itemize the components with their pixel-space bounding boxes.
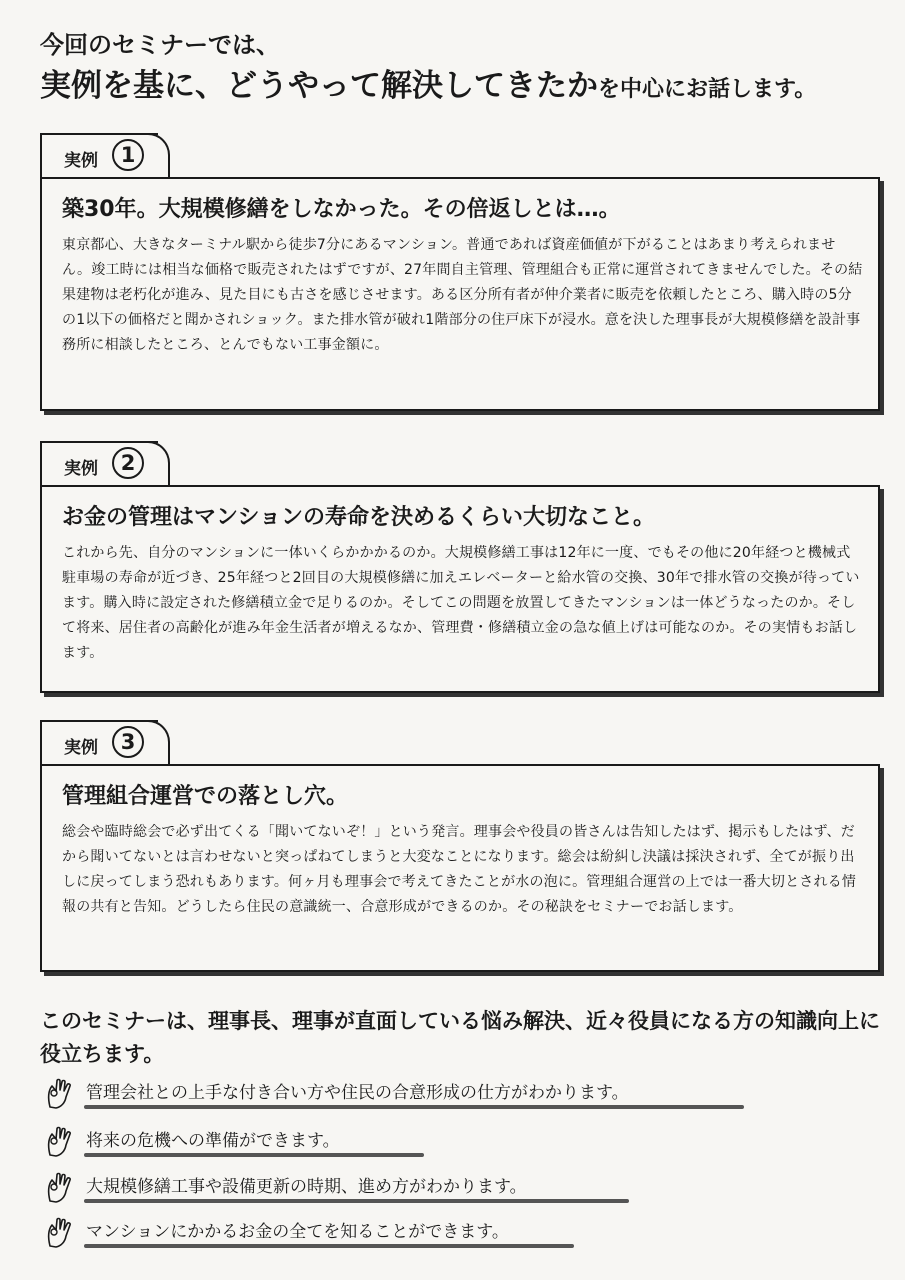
benefit-underline bbox=[84, 1244, 574, 1248]
case-3-label: 実例 bbox=[64, 738, 98, 758]
ok-hand-icon bbox=[44, 1171, 74, 1203]
case-1-label: 実例 bbox=[64, 151, 98, 171]
ok-hand-icon bbox=[44, 1125, 74, 1157]
case-3-number: 3 bbox=[112, 726, 144, 758]
case-1-box bbox=[40, 177, 880, 411]
benefit-text: 大規模修繕工事や設備更新の時期、進め方がわかります。 bbox=[86, 1177, 527, 1197]
benefit-item bbox=[44, 1214, 734, 1252]
case-3-tab-curve bbox=[146, 720, 170, 766]
case-2-tab-curve bbox=[146, 441, 170, 487]
case-3-title: 管理組合運営での落とし穴。 bbox=[62, 784, 349, 809]
intro-line1: 今回のセミナーでは、 bbox=[40, 31, 280, 59]
case-3-box bbox=[40, 764, 880, 972]
case-2-body: これから先、自分のマンションに一体いくらかかかるのか。大規模修繕工事は12年に一度、でもその他に20年経つと機械式駐車場の寿命が近づき、25年経つと2回目の大規模修繕に加えエレベーターと給水管の交換、30年で排水管の交換が待っています。購入時に設定された修繕積立金で足りるのか。そしてこの問題を放置してきたマンションは一体どうなったのか。そして将来、居住者の高齢化が進み年金生活者が増えるなか、管理費・修繕積立金の急な値上げは可能なのか。その実情もお話します。 bbox=[62, 545, 860, 661]
case-2-box bbox=[40, 485, 880, 693]
benefit-underline bbox=[84, 1153, 424, 1157]
case-1-title: 築30年。大規模修繕をしなかった。その倍返しとは…。 bbox=[62, 197, 621, 222]
case-2-tab bbox=[40, 441, 158, 485]
case-3-body: 総会や臨時総会で必ず出てくる「聞いてないぞ！」という発言。理事会や役員の皆さんは告知したはず、掲示もしたはず、だから聞いてないとは言わせないと突っぱねてしまうと大変なことになります。総会は紛糾し決議は採決されず、全てが振り出しに戻ってしまう恐れもあります。何ヶ月も理事会で考えてきたことが水の泡に。管理組合運営の上では一番大切とされる情報の共有と告知。どうしたら住民の意識統一、合意形成ができるのか。その秘訣をセミナーでお話します。 bbox=[62, 824, 857, 915]
benefit-text: 管理会社との上手な付き合い方や住民の合意形成の仕方がわかります。 bbox=[86, 1083, 629, 1103]
intro-line2 bbox=[40, 66, 890, 110]
benefit-item bbox=[44, 1123, 734, 1161]
case-1-body: 東京都心、大きなターミナル駅から徒歩7分にあるマンション。普通であれば資産価値が下がることはあまり考えられません。竣工時には相当な価格で販売されたはずですが、27年間自主管理、管理組合も正常に運営されてきませんでした。その結果建物は老朽化が進み、見た目にも古さを感じさせます。ある区分所有者が仲介業者に販売を依頼したところ、購入時の5分の1以下の価格だと聞かされショック。また排水管が破れ1階部分の住戸床下が浸水。意を決した理事長が大規模修繕を設計事務所に相談したところ、とんでもない工事金額に。 bbox=[62, 237, 863, 353]
benefit-text: マンションにかかるお金の全てを知ることができます。 bbox=[86, 1222, 509, 1242]
case-2-number: 2 bbox=[112, 447, 144, 479]
benefit-item bbox=[44, 1075, 734, 1113]
benefit-item bbox=[44, 1169, 734, 1207]
benefit-underline bbox=[84, 1105, 744, 1109]
intro-line2-small: を中心にお話します。 bbox=[598, 77, 817, 102]
case-2-title: お金の管理はマンションの寿命を決めるくらい大切なこと。 bbox=[62, 505, 656, 530]
case-1-tab bbox=[40, 133, 158, 177]
case-1-tab-curve bbox=[146, 133, 170, 179]
intro-heading bbox=[40, 30, 890, 110]
ok-hand-icon bbox=[44, 1077, 74, 1109]
benefit-underline bbox=[84, 1199, 629, 1203]
summary-heading: このセミナーは、理事長、理事が直面している悩み解決、近々役員になる方の知識向上に役立ちます。 bbox=[40, 1009, 880, 1066]
case-2-label: 実例 bbox=[64, 459, 98, 479]
case-3-tab bbox=[40, 720, 158, 764]
intro-line2-bold: 実例を基に、どうやって解決してきたか bbox=[40, 68, 598, 104]
case-1-number: 1 bbox=[112, 139, 144, 171]
ok-hand-icon bbox=[44, 1216, 74, 1248]
benefit-text: 将来の危機への準備ができます。 bbox=[86, 1131, 340, 1151]
